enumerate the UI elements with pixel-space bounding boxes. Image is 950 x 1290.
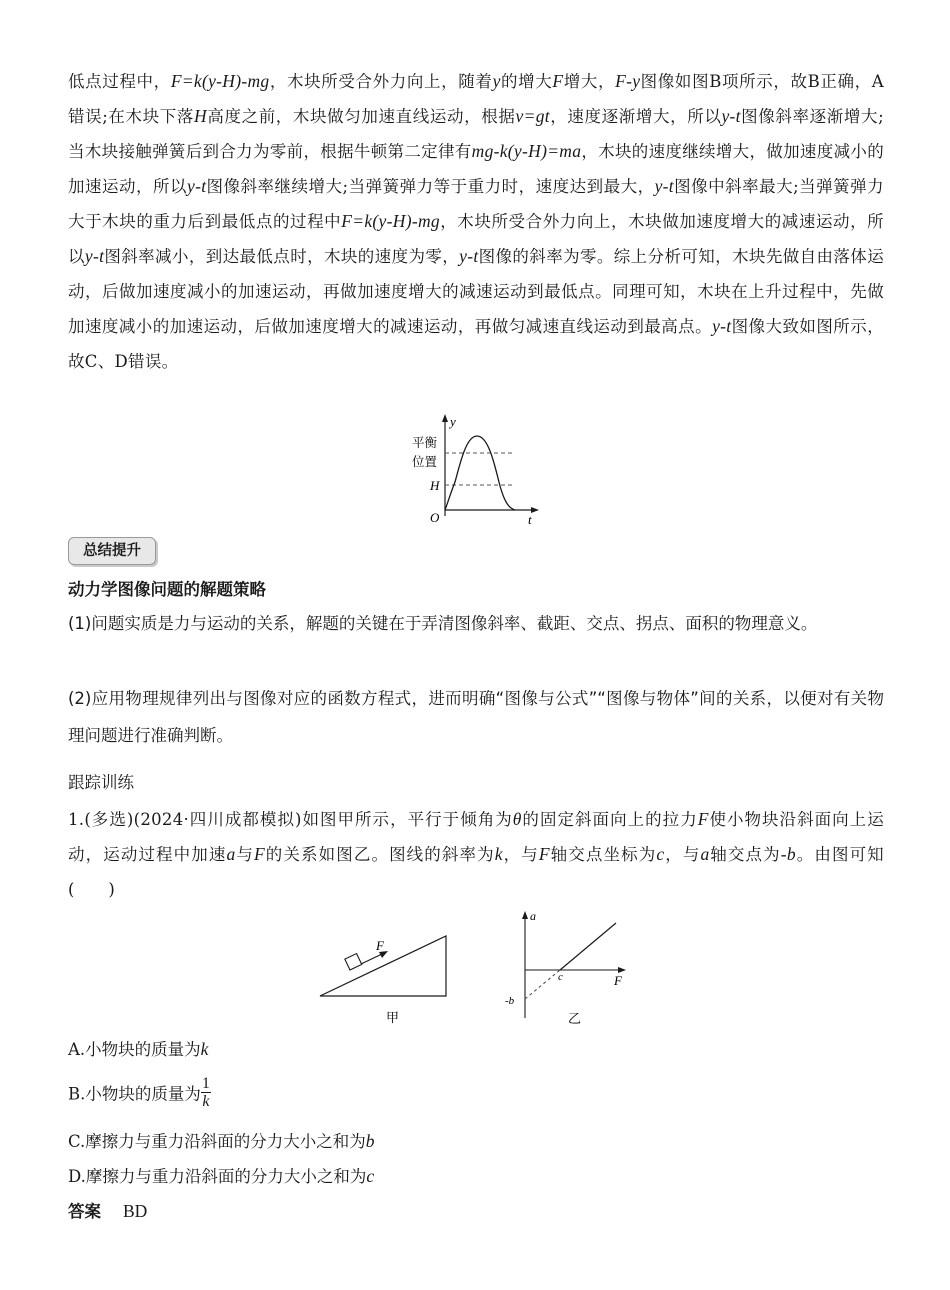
text: 与 — [235, 845, 254, 864]
var-y: y — [492, 71, 501, 91]
text: 图像如图B项所示，故B正确，A错误;在木块下落 — [68, 72, 885, 126]
text: 图像的斜率为零。综上分析可知，木块先做自由落体运动，后做加速度减小的加速运动，再做加速度增大的减速运动到最低点。同理可知，木块在上升过程中，先做加速度减小的加速运动，后做加速度增大的减速运动，再做匀减速直线运动到最高点。 — [68, 247, 884, 336]
answer-label: 答案 — [68, 1203, 101, 1221]
y-axis-label: y — [450, 414, 456, 429]
var-H: H — [194, 106, 207, 126]
neg-b-label: -b — [505, 995, 515, 1007]
var-F: F — [697, 809, 709, 829]
var-a: a — [700, 844, 710, 864]
y-t-curve — [445, 436, 515, 510]
equation-force: F=k(y-H)-mg — [341, 211, 440, 231]
text: 图像斜率逐渐增大;当木块接触弹簧后到合力为零前，根据牛顿第二定律有 — [68, 107, 885, 161]
force-label: F — [376, 938, 384, 953]
text: ，与 — [502, 845, 539, 864]
option-c-value: b — [365, 1131, 375, 1151]
answer-line — [68, 1198, 147, 1222]
option-b — [68, 1075, 211, 1110]
fraction-numerator: 1 — [201, 1075, 210, 1092]
y-t-label: y-t — [654, 176, 674, 196]
text: 的固定斜面向上的拉力 — [521, 810, 698, 829]
option-c — [68, 1128, 375, 1152]
text: ，木块所受合外力向上，随着 — [269, 72, 493, 91]
small-block — [345, 954, 362, 970]
h-label: H — [430, 478, 440, 493]
var-k: k — [494, 844, 503, 864]
a-F-line — [560, 923, 616, 970]
text: ，速度逐渐增大，所以 — [549, 107, 722, 126]
var-F: F — [538, 844, 550, 864]
var-F: F — [253, 844, 265, 864]
text: 轴交点为 — [709, 845, 781, 864]
text: 。由图可知( ) — [68, 845, 884, 899]
text: 图像大致如图所示，故C、D错误。 — [68, 317, 884, 371]
option-d-text: D.摩擦力与重力沿斜面的分力大小之和为 — [68, 1167, 367, 1186]
option-d-value: c — [366, 1166, 375, 1186]
analysis-paragraph — [68, 64, 884, 379]
text: 图像中斜率最大;当弹簧弹力大于木块的重力后到最低点的过程中 — [68, 177, 884, 231]
text: 增大， — [563, 72, 616, 91]
equation-velocity: v=gt — [515, 106, 550, 126]
text: 的增大 — [500, 72, 553, 91]
figure-caption-jia: 甲 — [386, 1011, 400, 1026]
fraction-denominator: k — [202, 1093, 210, 1110]
text: ，与 — [664, 845, 701, 864]
y-t-graph — [402, 412, 552, 530]
y-t-label: y-t — [712, 316, 732, 336]
neg-b: -b — [780, 844, 796, 864]
text: 图像斜率继续增大;当弹簧弹力等于重力时，速度达到最大， — [206, 177, 655, 196]
balance-label-1: 平衡 — [412, 435, 438, 450]
question-text — [68, 802, 884, 907]
equation-newton: mg-k(y-H)=ma — [471, 141, 582, 161]
c-label: c — [558, 971, 563, 983]
var-theta: θ — [512, 809, 522, 829]
summary-badge: 总结提升 — [68, 537, 156, 565]
a-axis-label: a — [530, 909, 536, 923]
option-a-text: A.小物块的质量为 — [68, 1040, 201, 1059]
F-y-label: F-y — [615, 71, 641, 91]
y-t-label: y-t — [721, 106, 741, 126]
var-c: c — [656, 844, 665, 864]
var-F: F — [552, 71, 564, 91]
summary-title: 动力学图像问题的解题策略 — [68, 580, 266, 599]
F-axis-label: F — [614, 973, 622, 988]
option-a-value: k — [200, 1039, 209, 1059]
text: ，木块所受合外力向上，木块做加速度增大的减速运动，所以 — [68, 212, 884, 266]
option-a — [68, 1036, 208, 1060]
fraction-1-over-k — [201, 1075, 211, 1110]
y-t-label: y-t — [84, 246, 105, 266]
origin-label: O — [430, 510, 440, 525]
extension-dashed-line — [525, 970, 560, 999]
equation-force: F=k(y-H)-mg — [170, 71, 270, 91]
a-axis-arrow — [522, 911, 528, 919]
t-axis-label: t — [528, 512, 532, 527]
y-t-label: y-t — [459, 246, 479, 266]
option-d — [68, 1163, 374, 1187]
text: 高度之前，木块做匀加速直线运动，根据 — [207, 107, 516, 126]
text: ，木块的速度继续增大，做加速度减小的加速运动，所以 — [68, 142, 885, 196]
a-F-graph — [500, 908, 640, 1028]
answer-value: BD — [123, 1201, 148, 1221]
option-b-text: B.小物块的质量为 — [68, 1084, 201, 1104]
text: 使小物块沿斜面向上运动，运动过程中加速 — [68, 810, 885, 864]
text: 低点过程中， — [68, 72, 171, 91]
incline-figure — [316, 930, 456, 1026]
var-a: a — [226, 844, 236, 864]
t-axis-arrow — [531, 507, 539, 513]
text: 图斜率减小，到达最低点时，木块的速度为零， — [104, 247, 460, 266]
y-t-label: y-t — [187, 176, 207, 196]
summary-point-2: (2)应用物理规律列出与图像对应的函数方程式，进而明确“图像与公式”“图像与物体”间的关系，以便对有关物理问题进行准确判断。 — [68, 689, 884, 745]
y-axis-arrow — [442, 414, 448, 422]
text: 的关系如图乙。图线的斜率为 — [264, 845, 495, 864]
text: 轴交点坐标为 — [549, 845, 657, 864]
figure-caption-yi: 乙 — [568, 1012, 582, 1027]
summary-point-1: (1)问题实质是力与运动的关系，解题的关键在于弄清图像斜率、截距、交点、拐点、面积的物理意义。 — [68, 614, 818, 633]
text: 1.(多选)(2024·四川成都模拟)如图甲所示，平行于倾角为 — [68, 810, 513, 829]
training-heading: 跟踪训练 — [68, 773, 134, 792]
option-c-text: C.摩擦力与重力沿斜面的分力大小之和为 — [68, 1132, 366, 1151]
balance-label-2: 位置 — [412, 454, 438, 469]
